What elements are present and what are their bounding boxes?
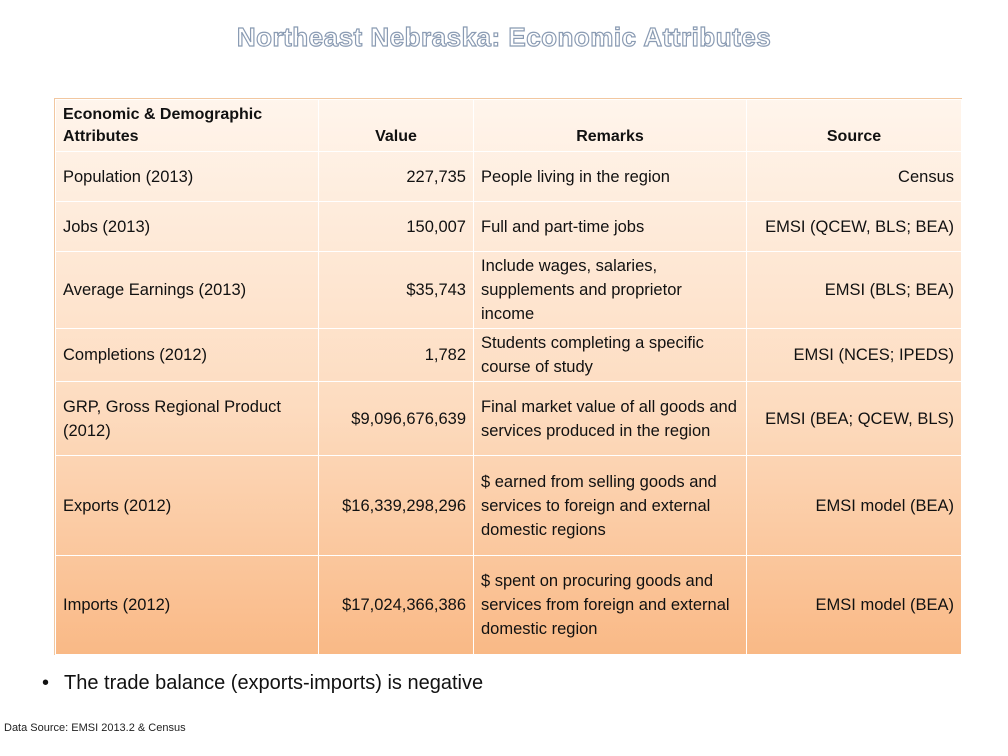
cell-source: EMSI (BEA; QCEW, BLS) — [747, 382, 962, 456]
table-row — [56, 556, 962, 655]
cell-value: 150,007 — [319, 202, 474, 252]
cell-value: $9,096,676,639 — [319, 382, 474, 456]
cell-remarks: Final market value of all goods and services produced in the region — [474, 382, 747, 456]
cell-source: EMSI model (BEA) — [747, 556, 962, 655]
cell-remarks: Include wages, salaries, supplements and proprietor income — [474, 252, 747, 329]
header-attribute: Economic & Demographic Attributes — [56, 100, 319, 152]
cell-value: 1,782 — [319, 329, 474, 382]
cell-attribute: Population (2013) — [56, 152, 319, 202]
cell-value: $16,339,298,296 — [319, 456, 474, 556]
cell-attribute: Exports (2012) — [56, 456, 319, 556]
bullet-note — [42, 672, 483, 695]
cell-value: $35,743 — [319, 252, 474, 329]
cell-source: EMSI (NCES; IPEDS) — [747, 329, 962, 382]
table-row — [56, 252, 962, 329]
cell-value: 227,735 — [319, 152, 474, 202]
table-header-row — [56, 100, 962, 152]
cell-source: EMSI model (BEA) — [747, 456, 962, 556]
cell-attribute: Imports (2012) — [56, 556, 319, 655]
cell-remarks: Full and part-time jobs — [474, 202, 747, 252]
header-value: Value — [319, 100, 474, 152]
table-row — [56, 456, 962, 556]
cell-value: $17,024,366,386 — [319, 556, 474, 655]
cell-source: Census — [747, 152, 962, 202]
table-row — [56, 202, 962, 252]
table-row — [56, 329, 962, 382]
cell-remarks: $ earned from selling goods and services to foreign and external domestic regions — [474, 456, 747, 556]
bullet-icon: • — [42, 672, 50, 694]
attributes-table — [54, 98, 962, 655]
cell-attribute: Jobs (2013) — [56, 202, 319, 252]
cell-remarks: People living in the region — [474, 152, 747, 202]
page-title: Northeast Nebraska: Economic Attributes — [236, 22, 772, 52]
cell-attribute: Average Earnings (2013) — [56, 252, 319, 329]
table-row — [56, 382, 962, 456]
cell-remarks: Students completing a specific course of study — [474, 329, 747, 382]
cell-source: EMSI (QCEW, BLS; BEA) — [747, 202, 962, 252]
bullet-text: The trade balance (exports-imports) is negative — [64, 672, 484, 694]
cell-attribute: Completions (2012) — [56, 329, 319, 382]
header-remarks: Remarks — [474, 100, 747, 152]
table-row — [56, 152, 962, 202]
header-source: Source — [747, 100, 962, 152]
cell-attribute: GRP, Gross Regional Product (2012) — [56, 382, 319, 456]
cell-remarks: $ spent on procuring goods and services from foreign and external domestic region — [474, 556, 747, 655]
cell-source: EMSI (BLS; BEA) — [747, 252, 962, 329]
data-source-footer: Data Source: EMSI 2013.2 & Census — [4, 722, 186, 734]
